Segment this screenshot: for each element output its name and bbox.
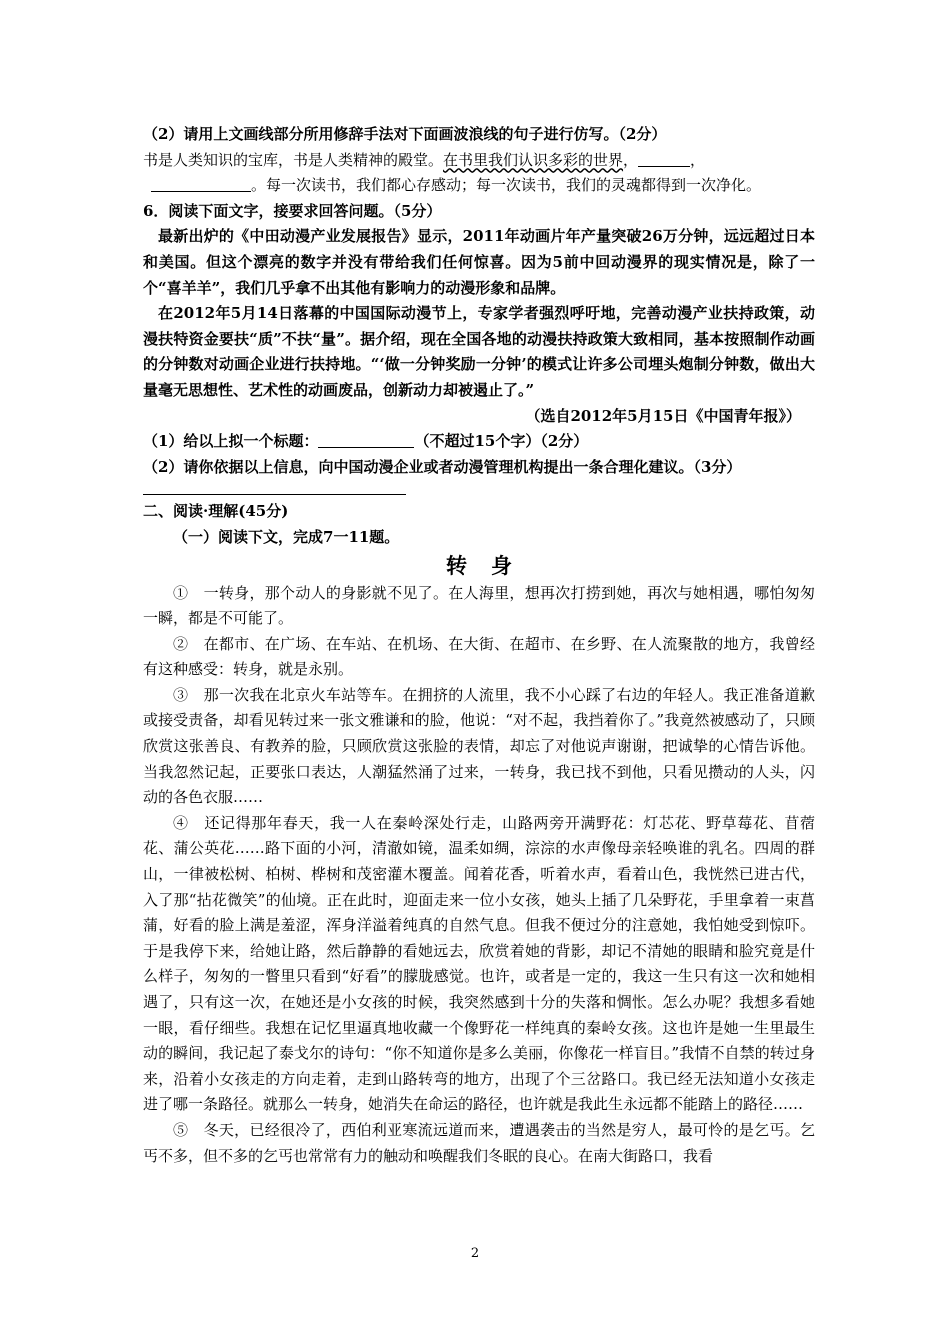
document-page [143,122,815,1169]
title-answer-blank[interactable] [318,431,414,448]
q5-2-wavy-sentence: 在书里我们认识多彩的世界 [443,150,624,169]
q5-2-line2 [143,173,815,199]
article-para-5: ⑤ 冬天，已经很冷了，西伯利亚寒流远道而来，遭遇袭击的当然是穷人，最可怜的是乞丐。乞丐不多，但不多的乞丐也常常有力的触动和唤醒我们冬眠的良心。在南大街路口，我看 [143,1120,815,1165]
page-number: 2 [470,1246,480,1261]
section2-sub: （一）阅读下文，完成7一11题。 [173,527,400,546]
q5-2-line1-c: ， [690,150,706,169]
article-title: 转身 [446,552,536,578]
suggestion-answer-line[interactable] [143,480,406,495]
q5-2-line1-b: ， [623,150,639,169]
q6-sub2: （2）请你依据以上信息，向中国动漫企业或者动漫管理机构提出一条合理化建议。（3分） [143,457,742,476]
q6-source: （选自2012年5月15日《中国青年报》） [525,406,801,425]
q5-2-line1 [143,148,815,174]
q6-sub1-b: （不超过15个字）（2分） [414,432,589,451]
q5-2-line2-text: 。每一次读书，我们都心存感动；每一次读书，我们的灵魂都得到一次净化。 [251,176,762,195]
article-para-1: ① 一转身，那个动人的身影就不见了。在人海里，想再次打捞到她，再次与她相遇，哪怕匆匆一瞬，都是不可能了。 [143,583,815,628]
q5-2-line1-a: 书是人类知识的宝库，书是人类精神的殿堂。 [143,150,444,169]
answer-blank-2[interactable] [151,175,251,192]
article-para-2: ② 在都市、在广场、在车站、在机场、在大街、在超市、在乡野、在人流聚散的地方，我曾经有这种感受：转身，就是永别。 [143,634,815,679]
article-para-3: ③ 那一次我在北京火车站等车。在拥挤的人流里，我不小心踩了右边的年轻人。我正准备道歉或接受责备，却看见转过来一张文雅谦和的脸，他说：“对不起，我挡着你了。”我竟然被感动了，只顾欣赏这张善良、有教养的脸，只顾欣赏这张脸的表情，却忘了对他说声谢谢，把诚挚的心情告诉他。当我忽然记起，正要张口表达，人潮猛然涌了过来，一转身，我已找不到他，只看见攒动的人头，闪动的各色衣服…… [143,685,815,807]
article-para-4: ④ 还记得那年春天，我一人在秦岭深处行走，山路两旁开满野花：灯芯花、野草莓花、苜蓿花、蒲公英花……路下面的小河，清澈如镜，温柔如绸，淙淙的水声像母亲轻唤谁的乳名。四周的群山，一律被松树、柏树、桦树和茂密灌木覆盖。闻着花香，听着水声，看着山色，我恍然已进古代，入了那“拈花微笑”的仙境。正在此时，迎面走来一位小女孩，她头上插了几朵野花，手里拿着一束菖蒲，好看的脸上满是羞涩，浑身洋溢着纯真的自然气息。但我不便过分的注意她，我怕她受到惊吓。于是我停下来，给她让路，然后静静的看她远去，欣赏着她的背影，却记不清她的眼睛和脸究竟是什么样子，匆匆的一瞥里只看到“好看”的朦胧感觉。也许，或者是一定的，我这一生只有这一次和她相遇了，只有这一次，在她还是小女孩的时候，我突然感到十分的失落和惆怅。怎么办呢？我想多看她一眼，看仔细些。我想在记忆里逼真地收藏一个像野花一样纯真的秦岭女孩。这也许是她一生里最生动的瞬间，我记起了泰戈尔的诗句：“你不知道你是多么美丽，你像花一样盲目。”我情不自禁的转过身来，沿着小女孩走的方向走着，走到山路转弯的地方，出现了个三岔路口。我已经无法知道小女孩走进了哪一条路径。就那么一转身，她消失在命运的路径，也许就是我此生永远都不能踏上的路径…… [143,813,815,1114]
q6-heading: 6．阅读下面文字，接要求回答问题。（5分） [143,201,442,220]
q6-sub1 [143,429,815,455]
q6-para2: 在2012年5月14日落幕的中国国际动漫节上，专家学者强烈呼吁地，完善动漫产业扶持政策，动漫扶特资金要扶“质”不扶“量”。据介绍，现在全国各地的动漫扶持政策大致相同，基本按照制作动画的分钟数对动画企业进行扶持地。“‘做一分钟奖励一分钟’的模式让许多公司埋头炮制分钟数，做出大量毫无思想性、艺术性的动画废品，创新动力却被遏止了。” [143,304,815,399]
q6-para1: 最新出炉的《中田动漫产业发展报告》显示，2011年动画片年产量突破26万分钟，远远超过日本和美国。但这个漂亮的数字并没有带给我们任何惊喜。因为5前中回动漫界的现实情况是，除了一个“喜羊羊”，我们几乎拿不出其他有影响力的动漫形象和品牌。 [143,227,815,297]
section2-heading: 二、阅读·理解(45分) [143,502,289,521]
q6-sub1-a: （1）给以上拟一个标题： [143,432,319,451]
answer-blank-1[interactable] [638,150,690,167]
q5-2-prompt: （2）请用上文画线部分所用修辞手法对下面画波浪线的句子进行仿写。（2分） [143,125,667,143]
